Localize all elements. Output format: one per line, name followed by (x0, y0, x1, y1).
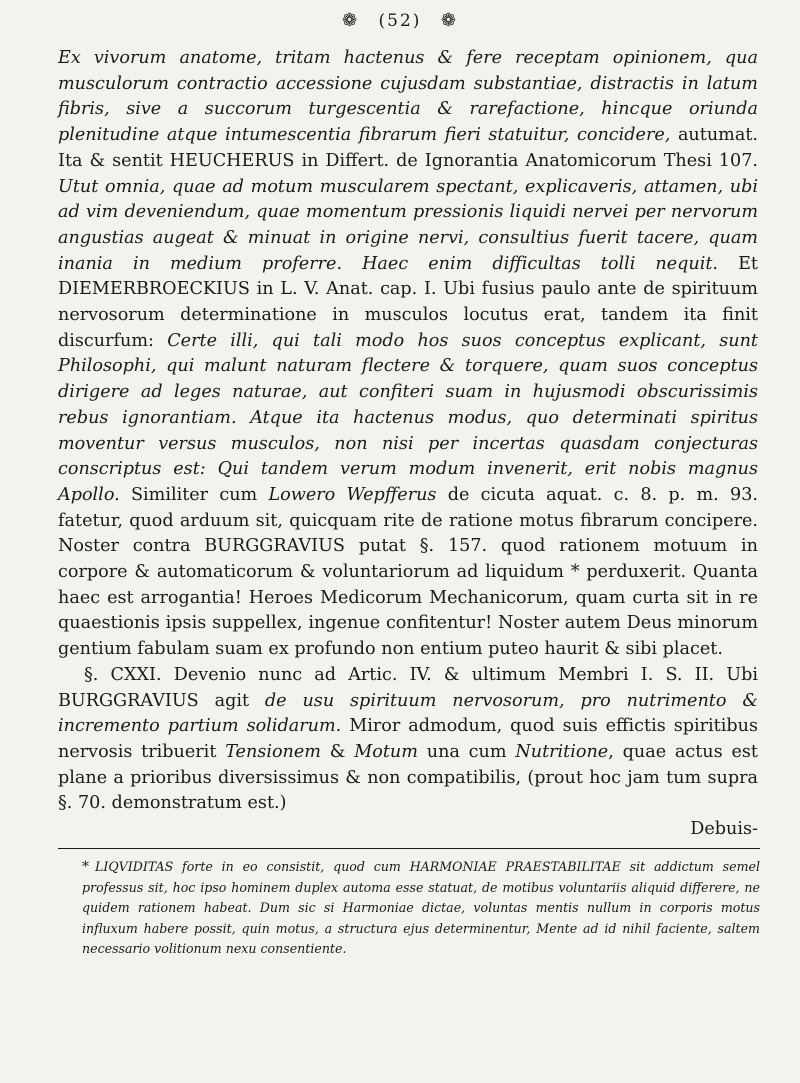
text-segment: Miror admodum, quod suis effictis spiritibus nervosis tribuerit (58, 716, 758, 762)
text-segment: Certe illi, qui tali modo hos suos conceptus explicant, sunt Philosophi, qui malunt naturam flectere & torquere, quam suos conceptus dirigere ad leges naturae, aut confiteri suam in hujusmodi obscurissimis rebus ignorantiam. Atque ita hactenus modus, quo determinati spiritus moventur versus musculos, non nisi per incertas quasdam conjecturas conscriptus est: Qui tandem verum modum invenerit, erit nobis magnus Apollo. (58, 330, 759, 505)
paragraph-2 (58, 663, 758, 817)
text-segment: & (320, 741, 355, 762)
text-segment: Similiter cum (119, 484, 269, 505)
text-segment: Utut omnia, quae ad motum muscularem spectant, explicaveris, attamen, ubi ad vim deveniendum, quae momentum pressionis liquidi nervei per nervorum angustias augeat & minuat in origine nervi, consultius fuerit tacere, quam inania in medium proferre. Haec enim difficultas tolli nequit. (58, 176, 758, 274)
text-segment: §. CXXI. Devenio nunc ad Artic. IV. & ultimum Membri I. S. II. Ubi BURGGRAVIUS agit (58, 664, 758, 711)
text-segment: Tensionem (225, 741, 321, 762)
text-segment: , quae actus est plane a prioribus diversissimus & non compatibilis, (prout hoc jam tum supra §. 70. demonstratum est.) (58, 741, 758, 814)
main-text (58, 46, 758, 843)
catchword: Debuis- (690, 819, 758, 840)
text-segment: Lowero Wepfferus (268, 484, 437, 505)
footnote-text: LIQVIDITAS forte in eo consistit, quod cum HARMONIAE PRAESTABILITAE sit addictum semel professus sit, hoc ipso hominem duplex automa esse statuat, de motibus voluntariis aliquid differere, ne quidem rationem habeat. Dum sic si Harmoniae dictae, voluntas mentis nullum in corporis motus influxum habere possit, quin motus, a structura ejus determinentur, Mente ad id nihil faciente, saltem necessario volitionum nexu consentiente. (82, 859, 760, 956)
text-segment: Motum (354, 741, 418, 762)
page-number: (52) (378, 11, 422, 31)
text-segment: Nutritione (515, 741, 609, 762)
text-segment: una cum (417, 741, 516, 762)
footnote (82, 857, 760, 960)
text-segment: de usu spirituum nervosorum, pro nutrimento & incremento partium solidarum. (58, 690, 758, 737)
page-header (0, 10, 800, 31)
text-segment: de cicuta aquat. c. 8. p. m. 93. fatetur, quod arduum sit, quicquam rite de ratione motus fibrarum concipere. Noster contra BURGGRAVIUS putat §. 157. quod rationem motuum in corpore & automaticorum & voluntariorum ad liquidum * perduxerit. Quanta haec est arrogantia! Heroes Medicorum Mechanicorum, quam curta sit in re quaestionis ipsis suppellex, ingenue confitentur! Noster autem Deus minorum gentium fabulam suam ex profundo non entium puteo haurit & sibi placet. (58, 484, 758, 660)
footnote-mark: * (82, 859, 89, 875)
text-segment: Ex vivorum anatome, tritam hactenus & fere receptam opinionem, qua musculorum contractio accessione cujusdam substantiae, distractis in latum fibris, sive a succorum turgescentia & rarefactione, hincque oriunda plenitudine atque intumescentia fibrarum fieri statuitur, concidere, (58, 48, 758, 146)
footnote-rule (58, 848, 760, 849)
paragraph-1 (58, 46, 758, 663)
text-segment: autumat. Ita & sentit HEUCHERUS in Differt. de Ignorantia Anatomicorum Thesi 107. (58, 125, 758, 171)
text-segment: Et DIEMERBROECKIUS in L. V. Anat. cap. I. Ubi fusius paulo ante de spirituum nervosorum determinatione in musculos locutus erat, tandem ita finit discurfum: (58, 253, 758, 351)
ornament-right-icon: ❁ (440, 10, 458, 31)
ornament-left-icon: ❁ (342, 10, 360, 31)
